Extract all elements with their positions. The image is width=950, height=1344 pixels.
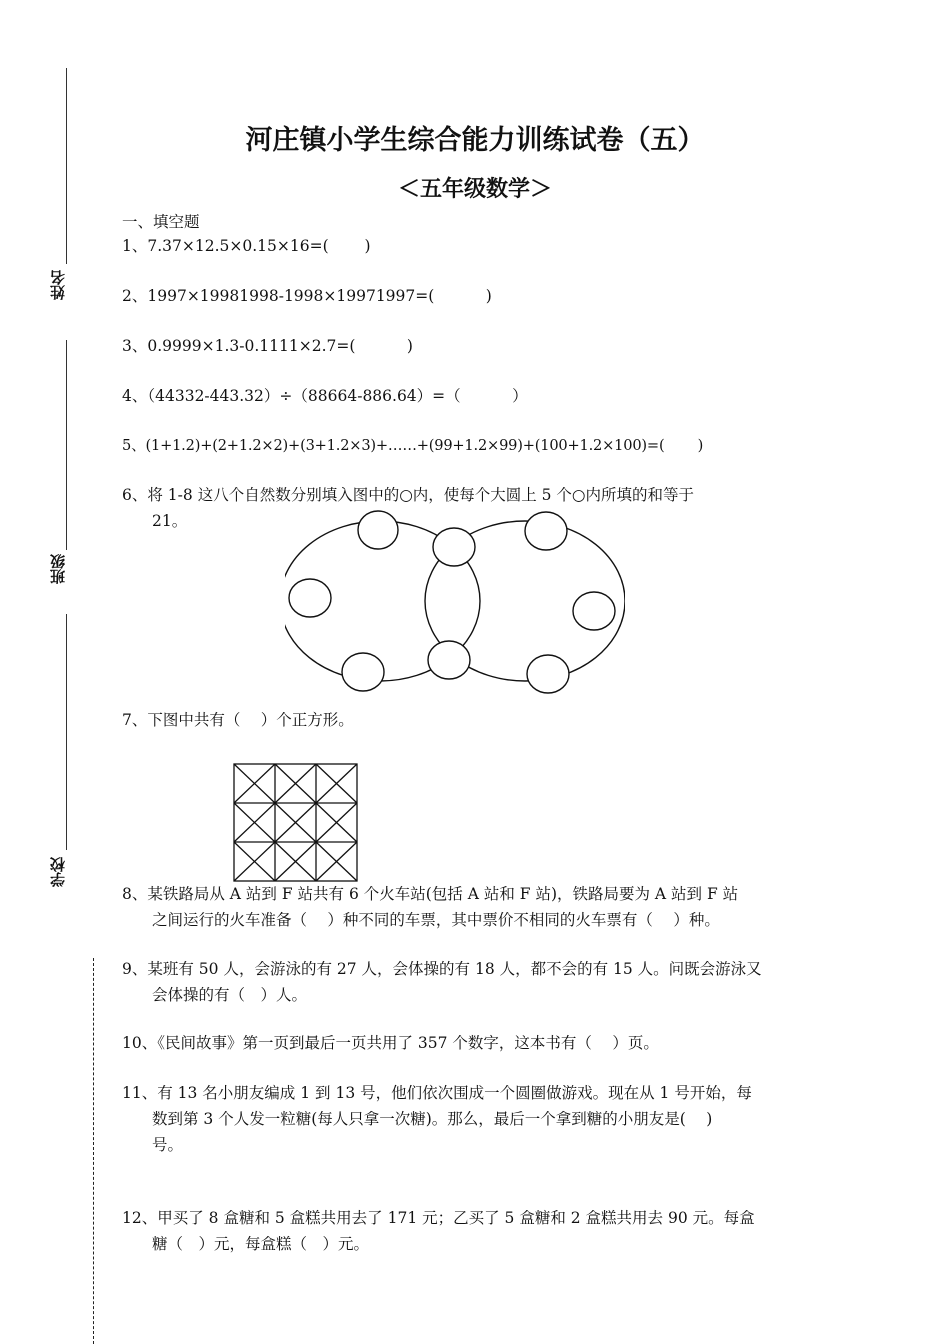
question-3 <box>122 333 834 359</box>
question-text-line2: 糖（ ）元，每盒糕（ ）元。 <box>152 1235 370 1253</box>
small-circle <box>573 592 615 630</box>
question-number: 1、 <box>122 237 148 255</box>
question-9 <box>122 956 834 1008</box>
question-text-line2: 会体操的有（ ）人。 <box>152 986 308 1004</box>
name-label: 姓名 <box>49 270 67 300</box>
small-circle <box>527 655 569 693</box>
question-text: 某铁路局从 A 站到 F 站共有 6 个火车站(包括 A 站和 F 站)，铁路局要为 A 站到 F 站 <box>147 885 739 903</box>
small-circle <box>525 512 567 550</box>
question-number: 12、 <box>122 1209 158 1227</box>
squares-figure <box>230 760 358 882</box>
question-number: 6、 <box>122 486 148 504</box>
question-5 <box>122 433 834 459</box>
question-text-line2: 之间运行的火车准备（ ）种不同的车票，其中票价不相同的火车票有（ ）种。 <box>152 911 720 929</box>
question-10 <box>122 1030 834 1056</box>
question-text: 1997×19981998-1998×19971997=( ) <box>147 287 492 305</box>
question-number: 7、 <box>122 711 148 729</box>
question-12 <box>122 1205 834 1257</box>
question-text-line2: 21。 <box>152 512 188 530</box>
page-title: 河庄镇小学生综合能力训练试卷（五） <box>245 125 705 156</box>
question-text-line2: 数到第 3 个人发一粒糖(每人只拿一次糖)。那么，最后一个拿到糖的小朋友是( ) <box>152 1110 713 1128</box>
question-number: 9、 <box>122 960 148 978</box>
page-subtitle: ＜五年级数学＞ <box>397 177 552 202</box>
question-number: 3、 <box>122 337 148 355</box>
question-number: 5、 <box>122 437 146 454</box>
question-number: 10、 <box>122 1034 158 1052</box>
small-circle <box>433 528 475 566</box>
question-text: (1+1.2)+(2+1.2×2)+(3+1.2×3)+……+(99+1.2×99)+(100+1.2×100)=( ) <box>145 437 704 454</box>
small-circle <box>289 579 331 617</box>
question-4 <box>122 383 834 409</box>
small-circle <box>342 653 384 691</box>
school-label: 学校 <box>49 857 67 887</box>
question-text: 0.9999×1.3-0.1111×2.7=( ) <box>147 337 413 355</box>
section-heading: 一、填空题 <box>122 213 200 231</box>
small-circle <box>428 641 470 679</box>
question-text: 某班有 50 人，会游泳的有 27 人，会体操的有 18 人，都不会的有 15 人。问既会游泳又 <box>147 960 762 978</box>
question-11 <box>122 1080 834 1158</box>
margin-line-class <box>66 614 67 850</box>
question-number: 2、 <box>122 287 148 305</box>
question-text: 《民间故事》第一页到最后一页共用了 357 个数字，这本书有（ ）页。 <box>157 1034 659 1052</box>
question-text-line3: 号。 <box>152 1136 184 1154</box>
question-text: （44332-443.32）÷（88664-886.64）=（ ） <box>147 387 528 405</box>
question-2 <box>122 283 834 309</box>
question-number: 8、 <box>122 885 148 903</box>
small-circle <box>358 511 398 549</box>
question-number: 4、 <box>122 387 148 405</box>
question-text: 7.37×12.5×0.15×16=( ) <box>147 237 371 255</box>
margin-line-top <box>66 68 67 264</box>
class-label: 班级 <box>49 554 67 584</box>
cut-line <box>93 958 94 1344</box>
question-number: 11、 <box>122 1084 158 1102</box>
question-text: 甲买了 8 盒糖和 5 盒糕共用去了 171 元；乙买了 5 盒糖和 2 盒糕共用去 90 元。每盒 <box>157 1209 755 1227</box>
question-text: 有 13 名小朋友编成 1 到 13 号，他们依次围成一个圆圈做游戏。现在从 1 号开始，每 <box>157 1084 752 1102</box>
question-8 <box>122 881 834 933</box>
circles-figure <box>285 505 625 695</box>
margin-line-name <box>66 340 67 550</box>
question-text: 将 1-8 这八个自然数分别填入图中的○内，使每个大圆上 5 个○内所填的和等于 <box>147 486 694 504</box>
question-text: 下图中共有（ ）个正方形。 <box>147 711 354 729</box>
question-1 <box>122 233 834 259</box>
question-7 <box>122 707 834 733</box>
